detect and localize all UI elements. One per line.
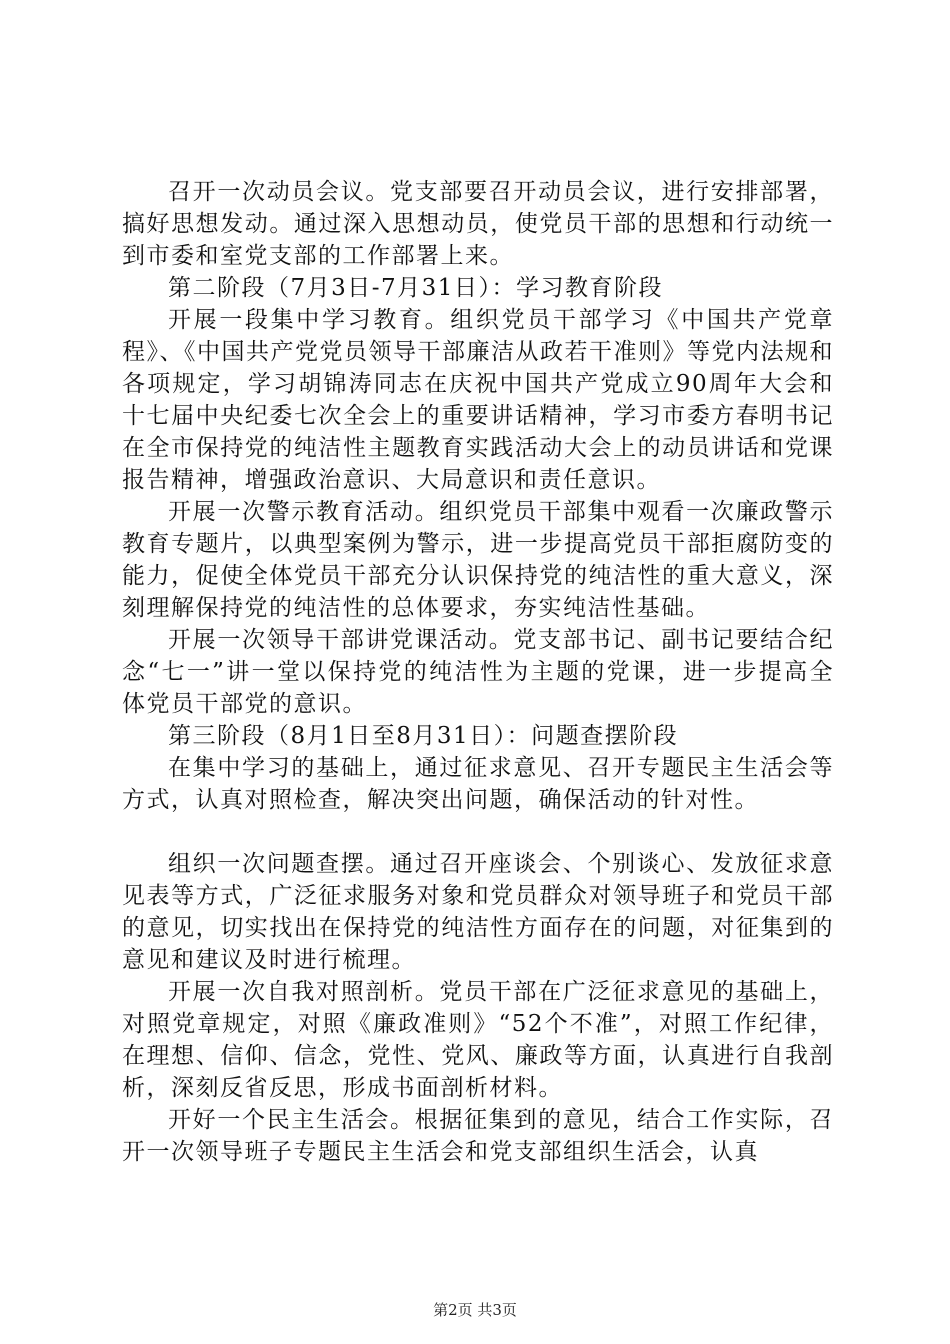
paragraph-democratic-meeting: 开好一个民主生活会。根据征集到的意见，结合工作实际，召开一次领导班子专题民主生活会和党支部组织生活会，认真 <box>122 1107 834 1165</box>
paragraph-party-lecture: 开展一次领导干部讲党课活动。党支部书记、副书记要结合纪念“七一”讲一堂以保持党的纯洁性为主题的党课，进一步提高全体党员干部党的意识。 <box>122 627 834 717</box>
heading-stage-two: 第二阶段（7月3日-7月31日）：学习教育阶段 <box>168 275 663 301</box>
paragraph-study-education: 开展一段集中学习教育。组织党员干部学习《中国共产党章程》、《中国共产党党员领导干部廉洁从政若干准则》等党内法规和各项规定，学习胡锦涛同志在庆祝中国共产党成立90周年大会和十七届中央纪委七次全会上的重要讲话精神，学习市委方春明书记在全市保持党的纯洁性主题教育实践活动大会上的动员讲话和党课报告精神，增强政治意识、大局意识和责任意识。 <box>122 307 834 493</box>
paragraph-mobilization-meeting: 召开一次动员会议。党支部要召开动员会议，进行安排部署，搞好思想发动。通过深入思想动员，使党员干部的思想和行动统一到市委和室党支部的工作部署上来。 <box>122 179 834 269</box>
paragraph-self-analysis: 开展一次自我对照剖析。党员干部在广泛征求意见的基础上，对照党章规定，对照《廉政准则》“52个不准”，对照工作纪律，在理想、信仰、信念，党性、党风、廉政等方面，认真进行自我剖析，深刻反省反思，形成书面剖析材料。 <box>122 979 834 1101</box>
paragraph-problem-review: 组织一次问题查摆。通过召开座谈会、个别谈心、发放征求意见表等方式，广泛征求服务对象和党员群众对领导班子和党员干部的意见，切实找出在保持党的纯洁性方面存在的问题，对征集到的意见和建议及时进行梳理。 <box>122 851 834 973</box>
heading-stage-three: 第三阶段（8月1日至8月31日）：问题查摆阶段 <box>168 723 679 749</box>
document-body <box>122 176 834 1168</box>
paragraph-warning-education: 开展一次警示教育活动。组织党员干部集中观看一次廉政警示教育专题片，以典型案例为警示，进一步提高党员干部拒腐防变的能力，促使全体党员干部充分认识保持党的纯洁性的重大意义，深刻理解保持党的纯洁性的总体要求，夯实纯洁性基础。 <box>122 499 834 621</box>
paragraph-stage-three-intro: 在集中学习的基础上，通过征求意见、召开专题民主生活会等方式，认真对照检查，解决突出问题，确保活动的针对性。 <box>122 755 834 813</box>
page-number-footer: 第2页 共3页 <box>433 1301 517 1319</box>
